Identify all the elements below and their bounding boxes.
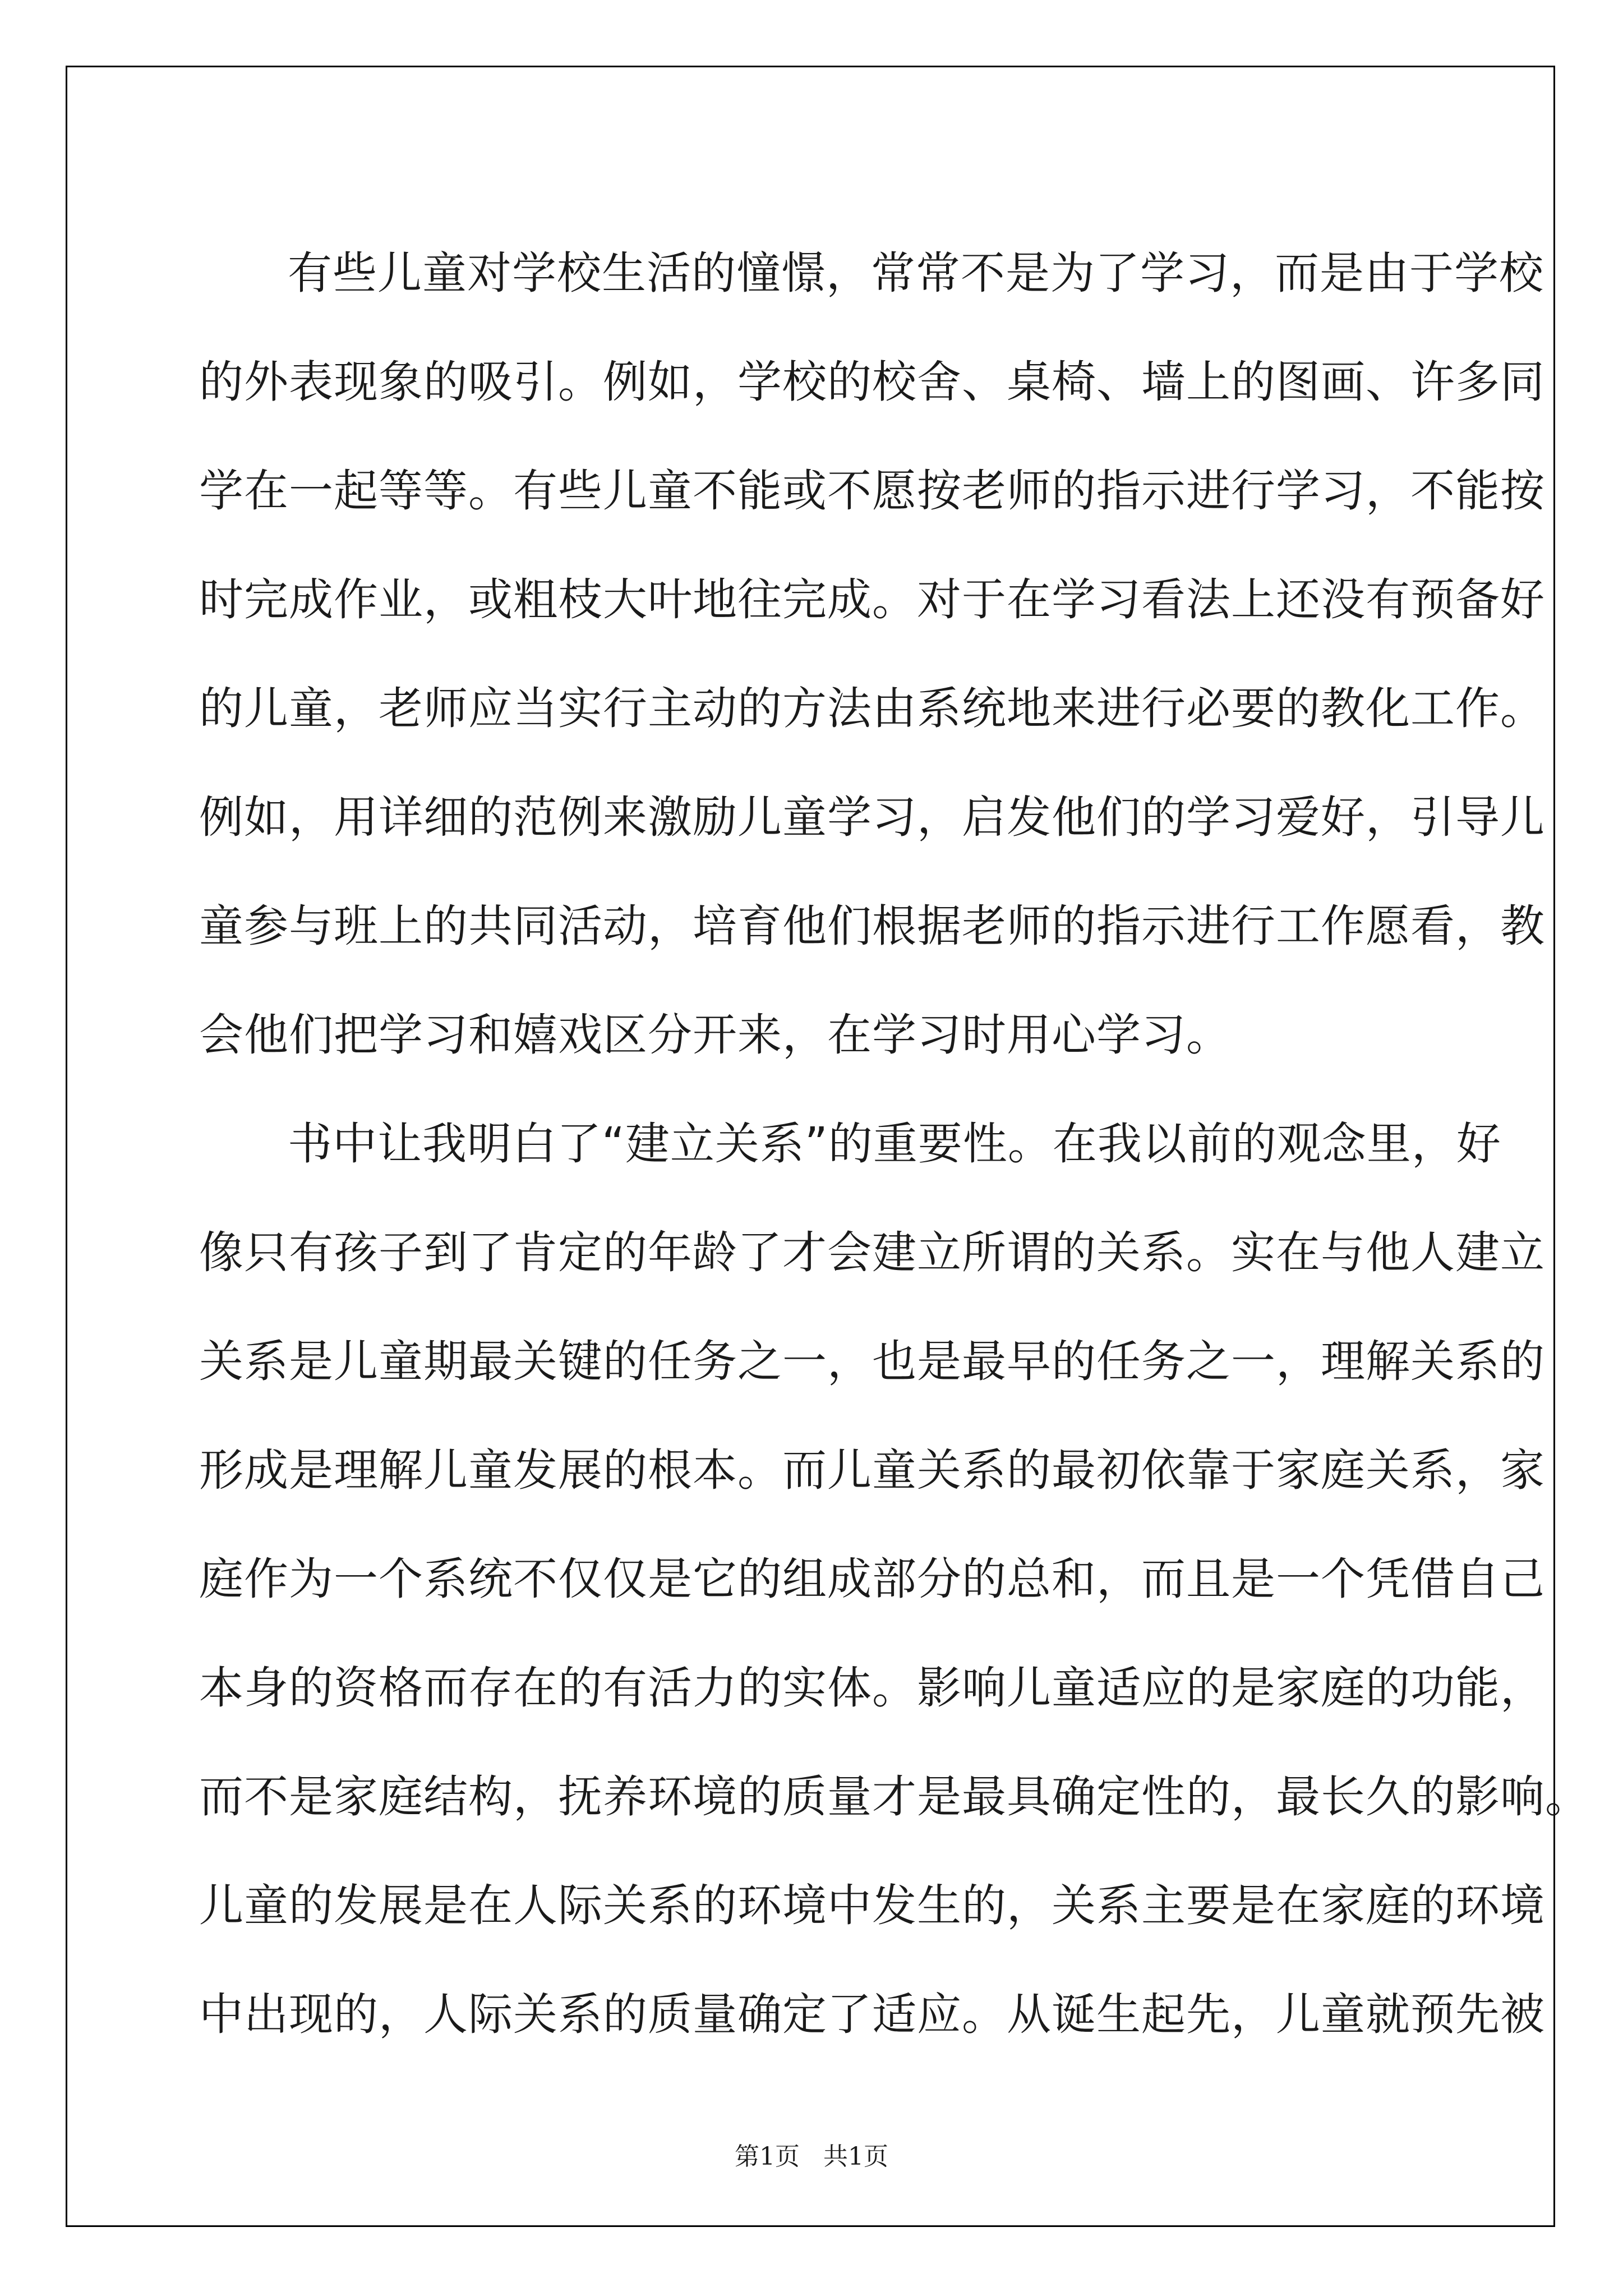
text-line: 中出现的，人际关系的质量确定了适应。从诞生起先，儿童就预先被 [199,1989,1545,2040]
document-body [199,219,1590,2069]
paragraph-1 [199,219,1545,1089]
paragraph-2 [199,1089,1590,2069]
text-line: 形成是理解儿童发展的根本。而儿童关系的最初依靠于家庭关系，家 [199,1444,1545,1496]
text-line: 有些儿童对学校生活的憧憬，常常不是为了学习，而是由于学校 [288,247,1544,299]
page-footer [0,2136,1623,2172]
text-line: 的外表现象的吸引。例如，学校的校舍、桌椅、墙上的图画、许多同 [199,356,1545,408]
text-line: 学在一起等等。有些儿童不能或不愿按老师的指示进行学习，不能按 [199,465,1545,517]
text-line: 关系是儿童期最关键的任务之一，也是最早的任务之一，理解关系的 [199,1336,1545,1387]
text-line: 像只有孩子到了肯定的年龄了才会建立所谓的关系。实在与他人建立 [199,1227,1545,1278]
text-line: 儿童的发展是在人际关系的环境中发生的，关系主要是在家庭的环境 [199,1880,1545,1931]
page-total: 共1页 [823,2142,888,2171]
page-number: 第1页 [735,2142,800,2171]
text-line: 例如，用详细的范例来激励儿童学习，启发他们的学习爱好，引导儿 [199,792,1545,843]
text-line: 的儿童，老师应当实行主动的方法由系统地来进行必要的教化工作。 [199,683,1545,734]
text-line: 本身的资格而存在的有活力的实体。影响儿童适应的是家庭的功能， [199,1662,1545,1714]
text-line: 时完成作业，或粗枝大叶地往完成。对于在学习看法上还没有预备好 [199,574,1545,625]
text-line: 庭作为一个系统不仅仅是它的组成部分的总和，而且是一个凭借自己 [199,1553,1545,1605]
text-line: 会他们把学习和嬉戏区分开来，在学习时用心学习。 [199,1009,1231,1061]
text-line: 书中让我明白了“建立关系”的重要性。在我以前的观念里，好 [288,1118,1501,1170]
text-line: 而不是家庭结构，抚养环境的质量才是最具确定性的，最长久的影响。 [199,1771,1590,1823]
text-line: 童参与班上的共同活动，培育他们根据老师的指示进行工作愿看，教 [199,900,1545,952]
